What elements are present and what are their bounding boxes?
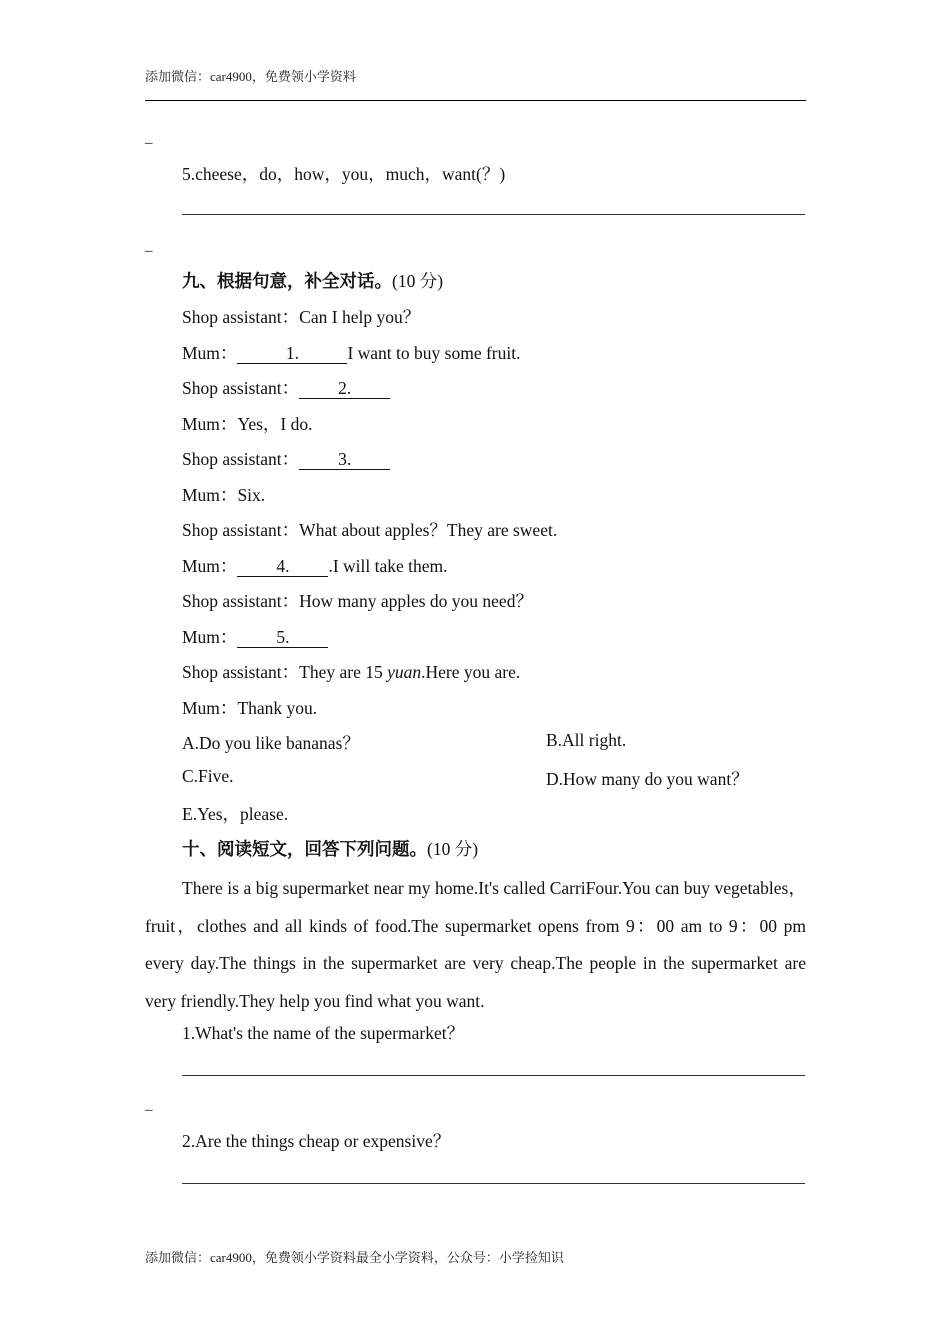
page-footer: 添加微信：car4900，免费领小学资料最全小学资料，公众号：小学捡知识 [145,1250,564,1265]
section-9-title [182,268,443,293]
dialogue-line-3 [182,375,390,400]
speaker: Mum： [182,414,238,434]
dialogue-line-8 [182,553,448,578]
dash-mark: _ [145,130,153,146]
utterance: .I will take them. [328,556,448,576]
utterance: How many apples do you need？ [299,591,533,611]
speaker: Shop assistant： [182,520,300,540]
utterance: What about apples？They are sweet. [299,520,558,540]
section-10-points: (10 分) [427,839,479,859]
section-10-title [182,836,478,861]
answer-line[interactable] [182,1183,805,1184]
question-2: 2.Are the things cheap or expensive？ [182,1131,451,1151]
section-10-title-text: 十、阅读短文，回答下列问题。 [182,840,427,860]
utterance: Thank you. [237,698,318,718]
blank-4[interactable]: 4. [237,557,328,577]
dialogue-line-7 [182,517,557,542]
speaker: Mum： [182,485,238,505]
utterance: Six. [237,485,266,505]
header-rule [145,100,806,101]
dialogue-line-11 [182,659,520,684]
utterance: Can I help you？ [299,307,421,327]
speaker: Shop assistant： [182,662,300,682]
option-b: B.All right. [546,730,627,750]
option-a: A.Do you like bananas？ [182,733,360,753]
answer-line[interactable] [182,1075,805,1076]
speaker: Mum： [182,698,238,718]
dialogue-line-5 [182,446,390,471]
utterance: .Here you are. [421,662,521,682]
section-9-points: (10 分) [392,271,444,291]
speaker: Mum： [182,556,238,576]
utterance: They are 15 [299,662,388,682]
blank-1[interactable]: 1. [237,344,347,364]
utterance-italic: yuan [387,662,422,682]
speaker: Shop assistant： [182,449,300,469]
utterance: I want to buy some fruit. [347,343,521,363]
dialogue-line-12 [182,695,317,720]
reading-passage: There is a big supermarket near my home.It's called CarriFour.You can buy vegetables，fruit，clothes and all kinds of food.The supermarket opens from 9：00 am to 9：00 pm every day.The things in the supermarket are very cheap.The people in the supermarket are very friendly.They help you find what you want. [145,878,806,1011]
answer-line[interactable] [182,214,805,215]
dialogue-line-2 [182,340,520,365]
option-d: D.How many do you want？ [546,769,749,789]
option-e: E.Yes，please. [182,804,289,824]
blank-5[interactable]: 5. [237,628,328,648]
question-1: 1.What's the name of the supermarket？ [182,1023,465,1043]
dialogue-line-9 [182,588,533,613]
blank-3[interactable]: 3. [299,450,390,470]
dash-mark: _ [145,238,153,254]
dash-mark: _ [145,1097,153,1113]
speaker: Shop assistant： [182,378,300,398]
utterance: Yes，I do. [237,414,313,434]
dialogue-line-4 [182,411,312,436]
speaker: Mum： [182,343,238,363]
speaker: Mum： [182,627,238,647]
dialogue-line-10 [182,624,328,649]
speaker: Shop assistant： [182,307,300,327]
blank-2[interactable]: 2. [299,379,390,399]
speaker: Shop assistant： [182,591,300,611]
q8-item-5: 5.cheese，do，how，you，much，want(？) [182,164,506,184]
dialogue-line-1 [182,304,420,329]
option-c: C.Five. [182,766,234,786]
section-9-title-text: 九、根据句意，补全对话。 [182,272,392,292]
dialogue-line-6 [182,482,265,507]
page-header: 添加微信：car4900，免费领小学资料 [145,69,356,84]
